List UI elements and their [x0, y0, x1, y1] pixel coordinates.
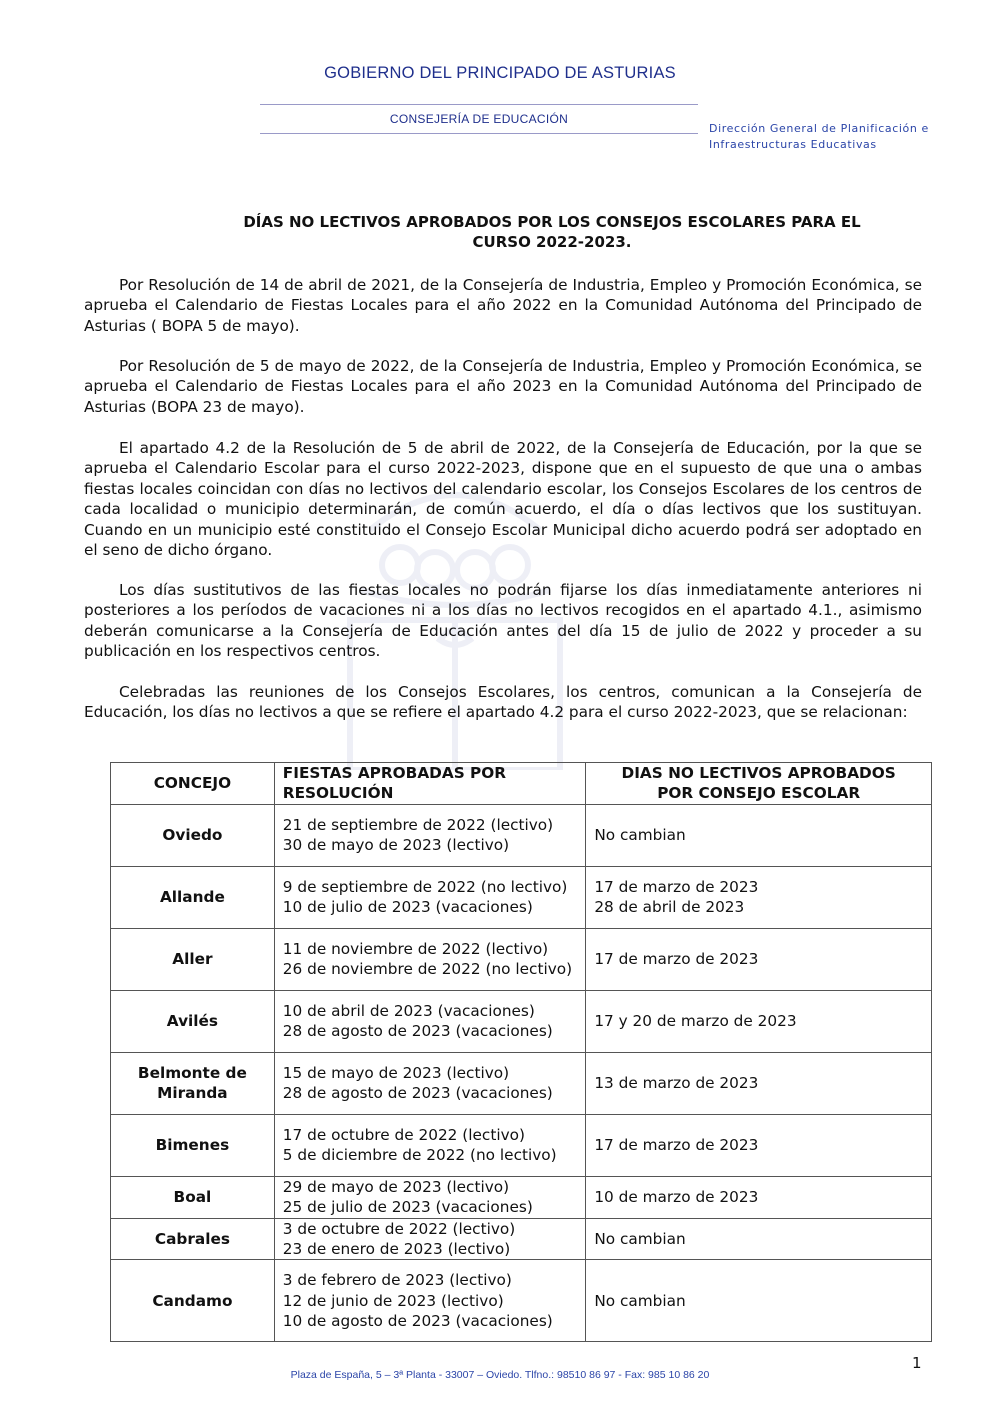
dias-cell: 17 y 20 de marzo de 2023: [586, 990, 932, 1052]
concejo-cell: Belmonte de Miranda: [111, 1052, 275, 1114]
table-row: [111, 1176, 932, 1218]
dias-cell: No cambian: [586, 1260, 932, 1342]
dias-cell: 17 de marzo de 2023: [586, 928, 932, 990]
footer-address: Plaza de España, 5 – 3ª Planta - 33007 – Oviedo. Tlfno.: 98510 86 97 - Fax: 985 10 86 20: [290, 1369, 710, 1381]
fiestas-cell: 17 de octubre de 2022 (lectivo) 5 de diciembre de 2022 (no lectivo): [274, 1114, 586, 1176]
dias-cell: 17 de marzo de 2023 28 de abril de 2023: [586, 866, 932, 928]
fiestas-cell: 3 de octubre de 2022 (lectivo) 23 de enero de 2023 (lectivo): [274, 1218, 586, 1260]
header-concejo: CONCEJO: [111, 763, 275, 805]
paragraph-resolution-2023: Por Resolución de 5 de mayo de 2022, de la Consejería de Industria, Empleo y Promoción Económica, se aprueba el Calendario de Fiestas Locales para el año 2023 en la Comunidad Autónoma del Principado de Asturias (BOPA 23 de mayo).: [84, 357, 922, 416]
table-row: [111, 1052, 932, 1114]
fiestas-cell: 9 de septiembre de 2022 (no lectivo) 10 de julio de 2023 (vacaciones): [274, 866, 586, 928]
concejo-cell: Candamo: [111, 1260, 275, 1342]
header-dias: DIAS NO LECTIVOS APROBADOS POR CONSEJO ESCOLAR: [586, 763, 932, 805]
table-row: [111, 1260, 932, 1342]
document-title: DÍAS NO LECTIVOS APROBADOS POR LOS CONSEJOS ESCOLARES PARA EL CURSO 2022-2023.: [243, 213, 861, 251]
fiestas-cell: 21 de septiembre de 2022 (lectivo) 30 de mayo de 2023 (lectivo): [274, 804, 586, 866]
concejo-cell: Boal: [111, 1176, 275, 1218]
concejo-cell: Allande: [111, 866, 275, 928]
fiestas-cell: 15 de mayo de 2023 (lectivo) 28 de agosto de 2023 (vacaciones): [274, 1052, 586, 1114]
fiestas-cell: 11 de noviembre de 2022 (lectivo) 26 de noviembre de 2022 (no lectivo): [274, 928, 586, 990]
fiestas-cell: 29 de mayo de 2023 (lectivo) 25 de julio de 2023 (vacaciones): [274, 1176, 586, 1218]
concejo-cell: Cabrales: [111, 1218, 275, 1260]
table-header-row: [111, 763, 932, 805]
dias-cell: 17 de marzo de 2023: [586, 1114, 932, 1176]
dias-cell: 10 de marzo de 2023: [586, 1176, 932, 1218]
department-header: CONSEJERÍA DE EDUCACIÓN: [389, 112, 569, 126]
fiestas-cell: 3 de febrero de 2023 (lectivo) 12 de junio de 2023 (lectivo) 10 de agosto de 2023 (vacaciones): [274, 1260, 586, 1342]
table-row: [111, 990, 932, 1052]
paragraph-relacion: Celebradas las reuniones de los Consejos Escolares, los centros, comunican a la Consejería de Educación, los días no lectivos a que se refiere el apartado 4.2 para el curso 2022-2023, que se relacionan:: [84, 683, 922, 722]
dias-cell: No cambian: [586, 804, 932, 866]
page-number: 1: [912, 1354, 922, 1372]
table-row: [111, 1114, 932, 1176]
paragraph-dias-sustitutivos: Los días sustitutivos de las fiestas locales no podrán fijarse los días inmediatamente anteriores ni posteriores a los períodos de vacaciones ni a los días no lectivos recogidos en el apartado 4.1., asimismo deberán comunicarse a la Consejería de Educación antes del día 15 de julio de 2022 y proceder a su publicación en los respectivos centros.: [84, 581, 922, 661]
government-header: GOBIERNO DEL PRINCIPADO DE ASTURIAS: [324, 64, 676, 82]
header-divider-bottom: [260, 133, 698, 134]
paragraph-apartado-4-2: El apartado 4.2 de la Resolución de 5 de abril de 2022, de la Consejería de Educación, por la que se aprueba el Calendario Escolar para el curso 2022-2023, dispone que en el supuesto de que una o ambas fiestas locales coincidan con días no lectivos del calendario escolar, los Consejos Escolares de los centros de cada localidad o municipio determinarán, de común acuerdo, el día o días lectivos que los sustituyan. Cuando en un municipio esté constituido el Consejo Escolar Municipal dicho acuerdo podrá ser adoptado en el seno de dicho órgano.: [84, 439, 922, 560]
table-row: [111, 804, 932, 866]
table-row: [111, 928, 932, 990]
table-row: [111, 1218, 932, 1260]
fiestas-cell: 10 de abril de 2023 (vacaciones) 28 de agosto de 2023 (vacaciones): [274, 990, 586, 1052]
table-row: [111, 866, 932, 928]
days-table: [110, 762, 932, 1342]
header-divider-top: [260, 104, 698, 105]
concejo-cell: Avilés: [111, 990, 275, 1052]
directorate-header: Dirección General de Planificación e Infraestructuras Educativas: [709, 122, 929, 151]
paragraph-resolution-2022: Por Resolución de 14 de abril de 2021, de la Consejería de Industria, Empleo y Promoción Económica, se aprueba el Calendario de Fiestas Locales para el año 2022 en la Comunidad Autónoma del Principado de Asturias ( BOPA 5 de mayo).: [84, 276, 922, 335]
concejo-cell: Bimenes: [111, 1114, 275, 1176]
dias-cell: 13 de marzo de 2023: [586, 1052, 932, 1114]
header-fiestas: FIESTAS APROBADAS POR RESOLUCIÓN: [274, 763, 586, 805]
concejo-cell: Oviedo: [111, 804, 275, 866]
concejo-cell: Aller: [111, 928, 275, 990]
dias-cell: No cambian: [586, 1218, 932, 1260]
